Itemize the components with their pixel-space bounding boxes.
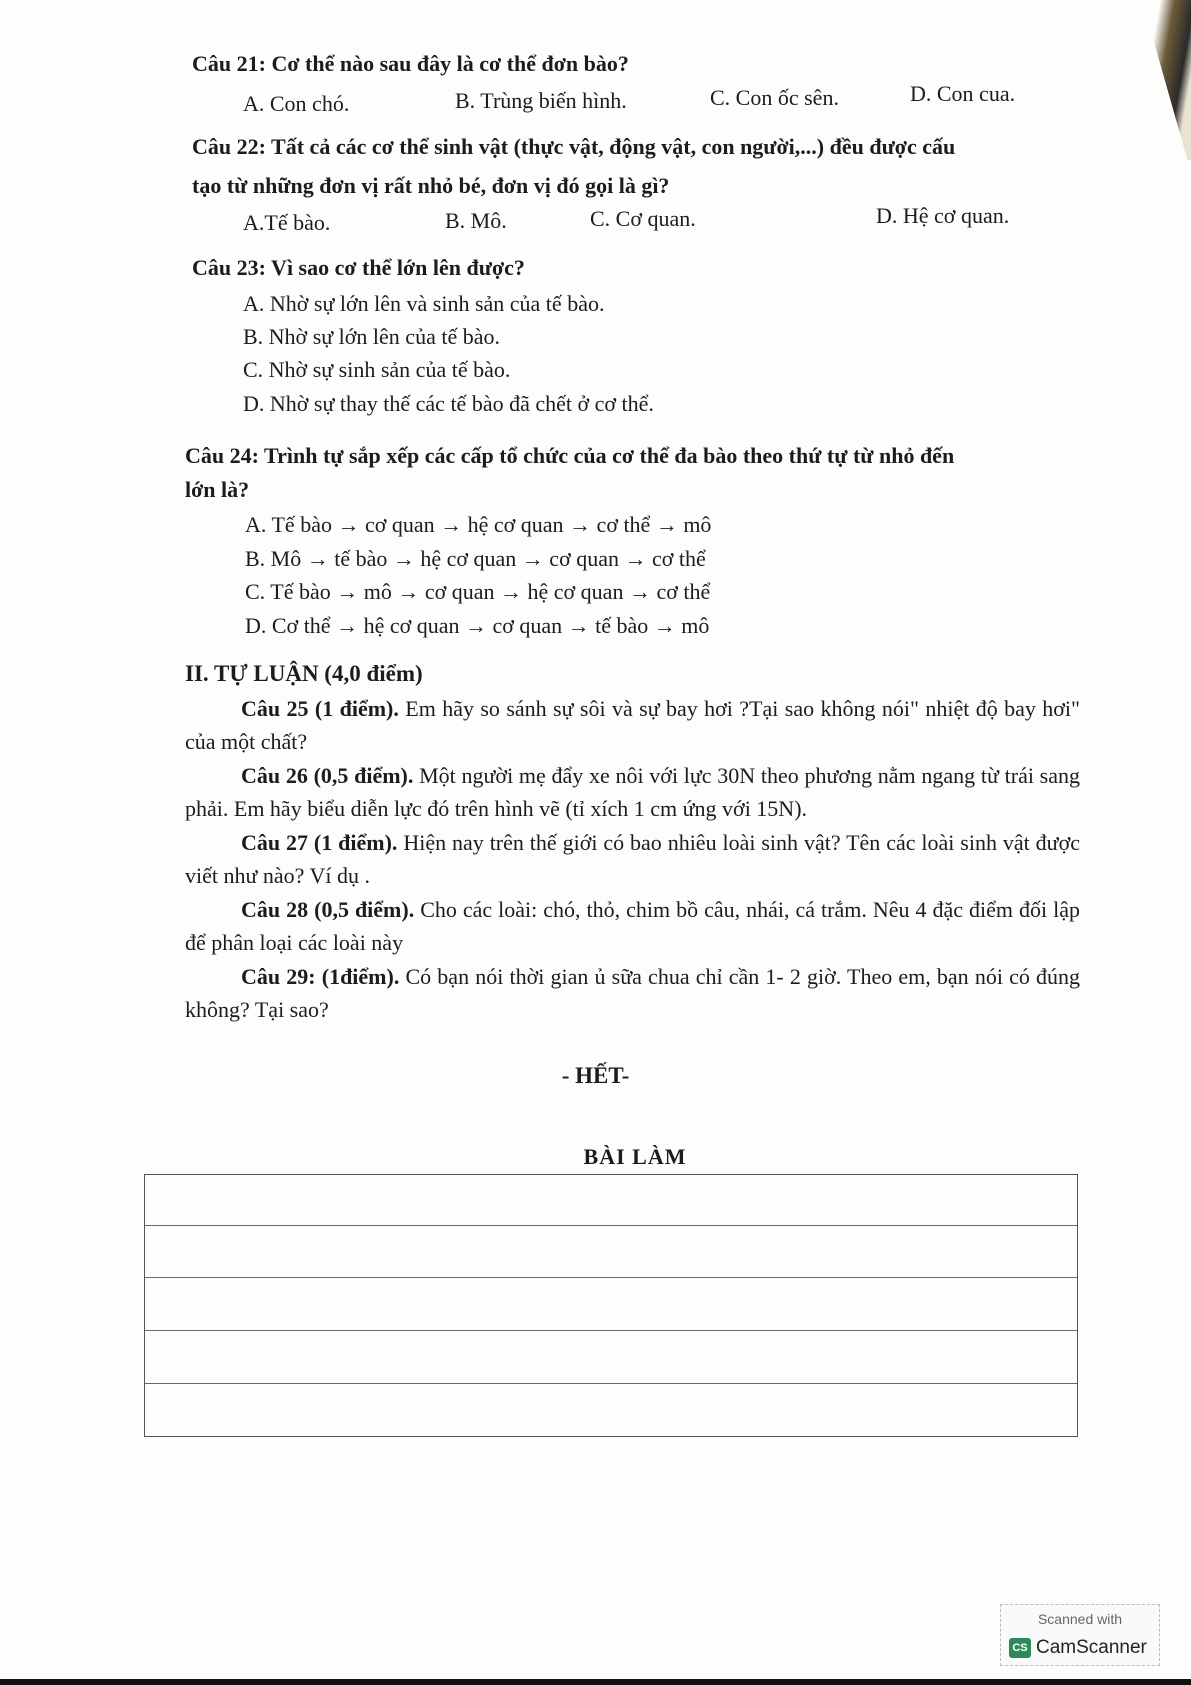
- q23-option-d: D. Nhờ sự thay thế các tế bào đã chết ở cơ thể.: [243, 391, 654, 416]
- q24-option-d: D. Cơ thể → hệ cơ quan → cơ quan → tế bào → mô: [245, 613, 710, 638]
- camscanner-logo-icon: CS: [1009, 1638, 1031, 1658]
- q24-option-a: A. Tế bào → cơ quan → hệ cơ quan → cơ thể → mô: [245, 512, 712, 537]
- question-26: [185, 759, 1080, 825]
- question-28: [185, 893, 1080, 959]
- bottom-edge: [0, 1679, 1191, 1685]
- q21-option-a: A. Con chó.: [243, 91, 350, 116]
- question-26-label: Câu 26 (0,5 điểm).: [241, 763, 414, 788]
- q22-option-c: C. Cơ quan.: [590, 206, 696, 231]
- essay-section-title: II. TỰ LUẬN (4,0 điểm): [185, 661, 423, 686]
- q22-option-b: B. Mô.: [445, 208, 507, 233]
- q21-option-d: D. Con cua.: [910, 81, 1016, 106]
- q23-option-c: C. Nhờ sự sinh sản của tế bào.: [243, 357, 511, 382]
- question-25-label: Câu 25 (1 điểm).: [241, 696, 399, 721]
- answer-box[interactable]: [144, 1174, 1078, 1437]
- q22-option-a: A.Tế bào.: [243, 210, 331, 235]
- q24-option-b: B. Mô → tế bào → hệ cơ quan → cơ quan → cơ thể: [245, 546, 706, 571]
- q23-option-b: B. Nhờ sự lớn lên của tế bào.: [243, 324, 500, 349]
- question-27-text: Hiện nay trên thế giới có bao nhiêu loài sinh vật? Tên các loài sinh vật được viết như nào? Ví dụ .: [185, 830, 1080, 888]
- question-29: [185, 960, 1080, 1026]
- question-27: [185, 826, 1080, 892]
- q23-option-a: A. Nhờ sự lớn lên và sinh sản của tế bào.: [243, 291, 605, 316]
- camscanner-watermark: [1000, 1604, 1160, 1666]
- question-29-label: Câu 29: (1điểm).: [241, 964, 400, 989]
- q21-option-b: B. Trùng biến hình.: [455, 88, 627, 113]
- question-26-text: Một người mẹ đẩy xe nôi với lực 30N theo phương nằm ngang từ trái sang phải. Em hãy biểu diễn lực đó trên hình vẽ (tỉ xích 1 cm ứng với 15N).: [185, 763, 1080, 821]
- answer-line: [145, 1277, 1077, 1278]
- question-29-text: Có bạn nói thời gian ủ sữa chua chỉ cần 1- 2 giờ. Theo em, bạn nói có đúng không? Tại sao?: [185, 964, 1080, 1022]
- question-23-title: Câu 23: Vì sao cơ thể lớn lên được?: [192, 255, 525, 280]
- question-24-title-line2: lớn là?: [185, 477, 250, 502]
- answer-line: [145, 1225, 1077, 1226]
- question-25-text: Em hãy so sánh sự sôi và sự bay hơi ?Tại sao không nói" nhiệt độ bay hơi" của một chất?: [185, 696, 1080, 754]
- question-22-title-line1: Câu 22: Tất cả các cơ thể sinh vật (thực vật, động vật, con người,...) đều được cấu: [192, 134, 956, 159]
- page-edge-shadow: [1121, 0, 1191, 160]
- question-28-text: Cho các loài: chó, thỏ, chim bồ câu, nhái, cá trắm. Nêu 4 đặc điểm đối lập để phân loại các loài này: [185, 897, 1080, 955]
- question-28-label: Câu 28 (0,5 điểm).: [241, 897, 415, 922]
- answer-line: [145, 1383, 1077, 1384]
- question-25: [185, 692, 1080, 758]
- q22-option-d: D. Hệ cơ quan.: [876, 203, 1010, 228]
- q21-option-c: C. Con ốc sên.: [710, 85, 839, 110]
- question-21-title: Câu 21: Cơ thể nào sau đây là cơ thể đơn bào?: [192, 51, 629, 76]
- camscanner-name: CamScanner: [1036, 1637, 1147, 1658]
- question-27-label: Câu 27 (1 điểm).: [241, 830, 398, 855]
- question-22-title-line2: tạo từ những đơn vị rất nhỏ bé, đơn vị đó gọi là gì?: [192, 173, 670, 198]
- question-24-title-line1: Câu 24: Trình tự sắp xếp các cấp tổ chức của cơ thể đa bào theo thứ tự từ nhỏ đến: [185, 443, 955, 468]
- q24-option-c: C. Tế bào → mô → cơ quan → hệ cơ quan → cơ thể: [245, 579, 711, 604]
- answer-line: [145, 1330, 1077, 1331]
- answer-section-title: BÀI LÀM: [583, 1144, 687, 1169]
- scanned-with-text: Scanned with: [1037, 1611, 1123, 1627]
- end-marker: - HẾT-: [561, 1063, 630, 1088]
